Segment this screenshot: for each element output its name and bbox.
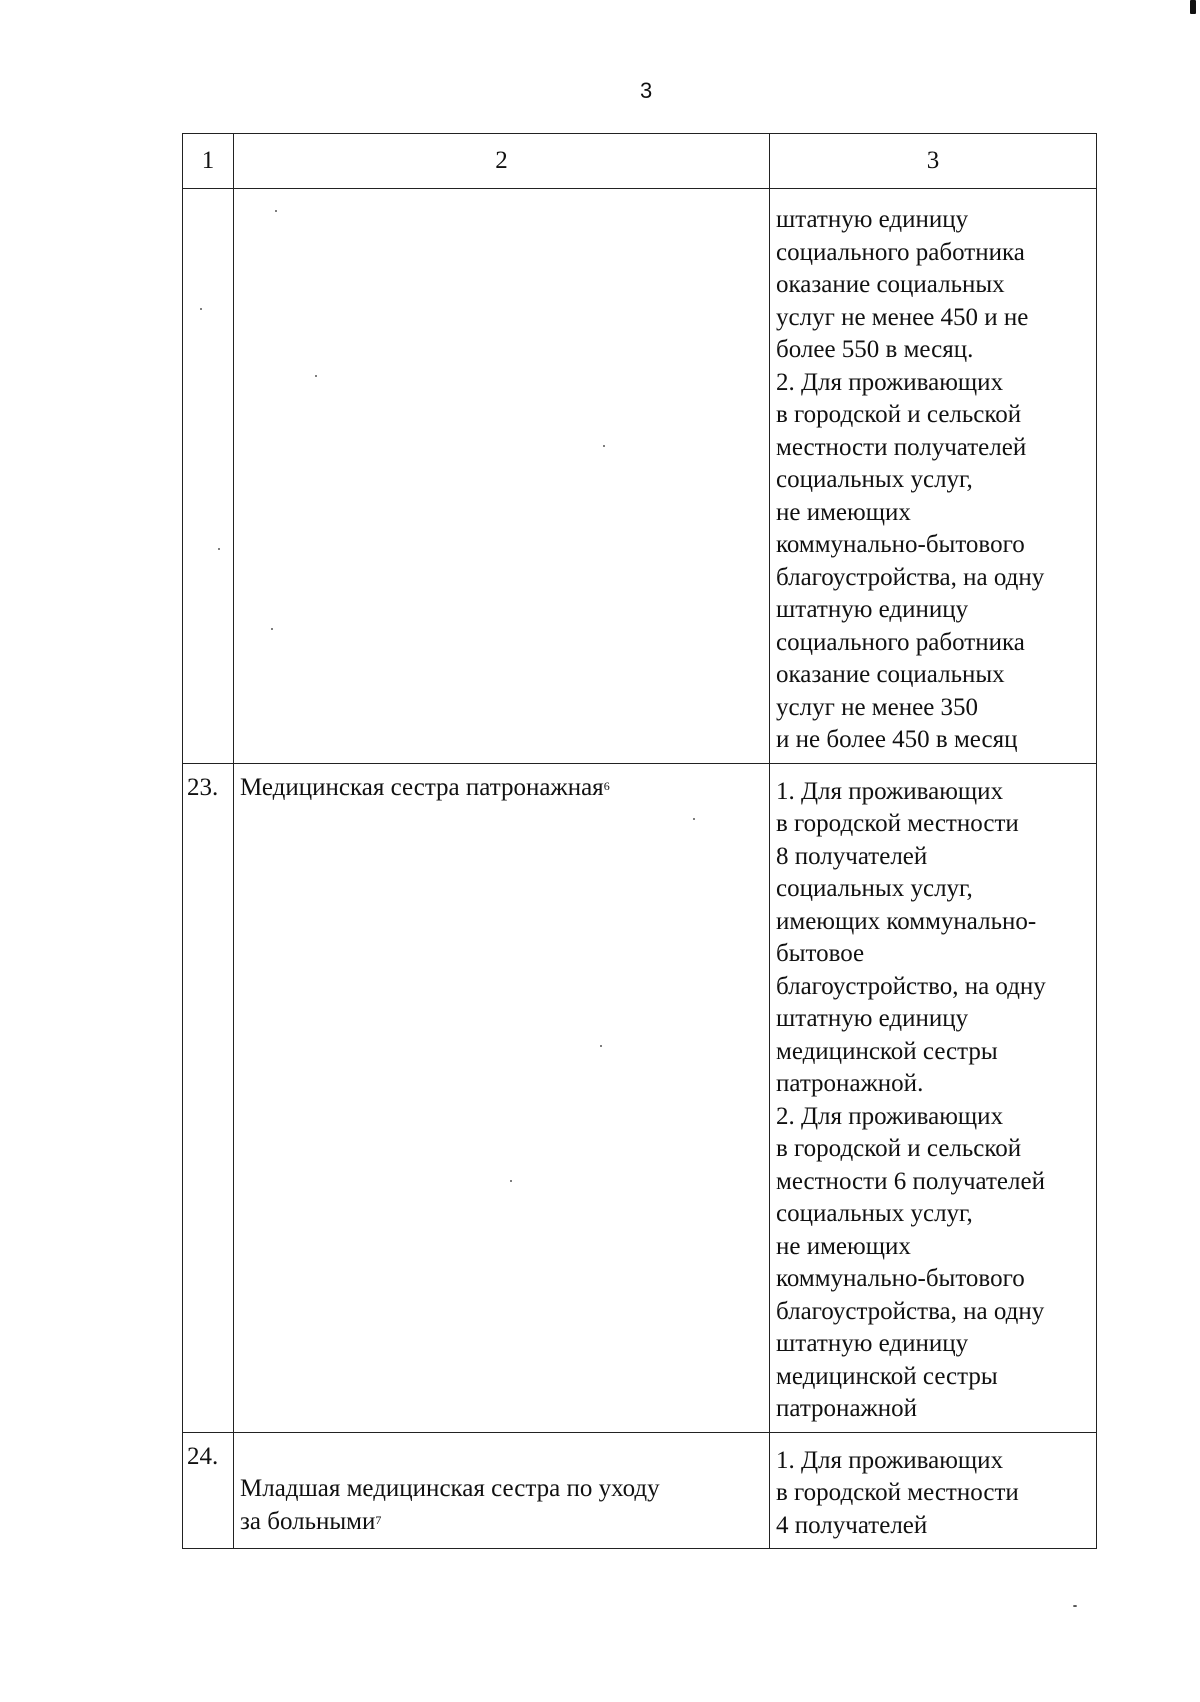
position-name — [234, 763, 770, 1432]
table-row — [183, 189, 1097, 764]
scan-speck — [271, 628, 273, 630]
scan-speck — [200, 308, 202, 310]
scan-speck — [603, 445, 605, 447]
norm-description: штатную единицу социального работника оказание социальных услуг не менее 450 и не более 550 в месяц. 2. Для проживающих в городской и сельской местности получателей социальных услуг, не имеющих коммунально-бытового благоустройства, на одну штатную единицу социального работника оказание социальных услуг не менее 350 и не более 450 в месяц — [770, 189, 1097, 764]
row-number: 24. — [183, 1432, 234, 1549]
header-col-3: 3 — [770, 134, 1097, 189]
scan-speck — [275, 210, 277, 212]
footnote-marker: 6 — [603, 778, 610, 793]
footnote-marker: 7 — [375, 1512, 382, 1527]
page-number: 3 — [640, 78, 653, 103]
header-col-1: 1 — [183, 134, 234, 189]
scan-speck — [510, 1180, 512, 1182]
header-col-2: 2 — [234, 134, 770, 189]
scan-speck — [1073, 1605, 1077, 1607]
row-number: 23. — [183, 763, 234, 1432]
scan-speck — [600, 1045, 602, 1047]
table-row — [183, 1432, 1097, 1549]
position-name-text: Младшая медицинская сестра по уходу за больными — [240, 1475, 660, 1535]
scan-speck — [315, 375, 317, 377]
scan-speck — [693, 818, 695, 820]
table-row — [183, 763, 1097, 1432]
staffing-table — [182, 133, 1097, 1549]
norm-description: 1. Для проживающих в городской местности 8 получателей социальных услуг, имеющих коммунально- бытовое благоустройство, на одну штатную единицу медицинской сестры патронажной. 2. Для проживающих в городской и сельской местности 6 получателей социальных услуг, не имеющих коммунально-бытового благоустройства, на одну штатную единицу медицинской сестры патронажной — [770, 763, 1097, 1432]
scan-speck — [1190, 0, 1196, 14]
position-name-text: Медицинская сестра патронажная — [240, 773, 604, 801]
row-number — [183, 189, 234, 764]
position-name — [234, 189, 770, 764]
scan-speck — [218, 548, 220, 550]
table-header-row — [183, 134, 1097, 189]
norm-description: 1. Для проживающих в городской местности 4 получателей — [770, 1432, 1097, 1549]
position-name — [234, 1432, 770, 1549]
